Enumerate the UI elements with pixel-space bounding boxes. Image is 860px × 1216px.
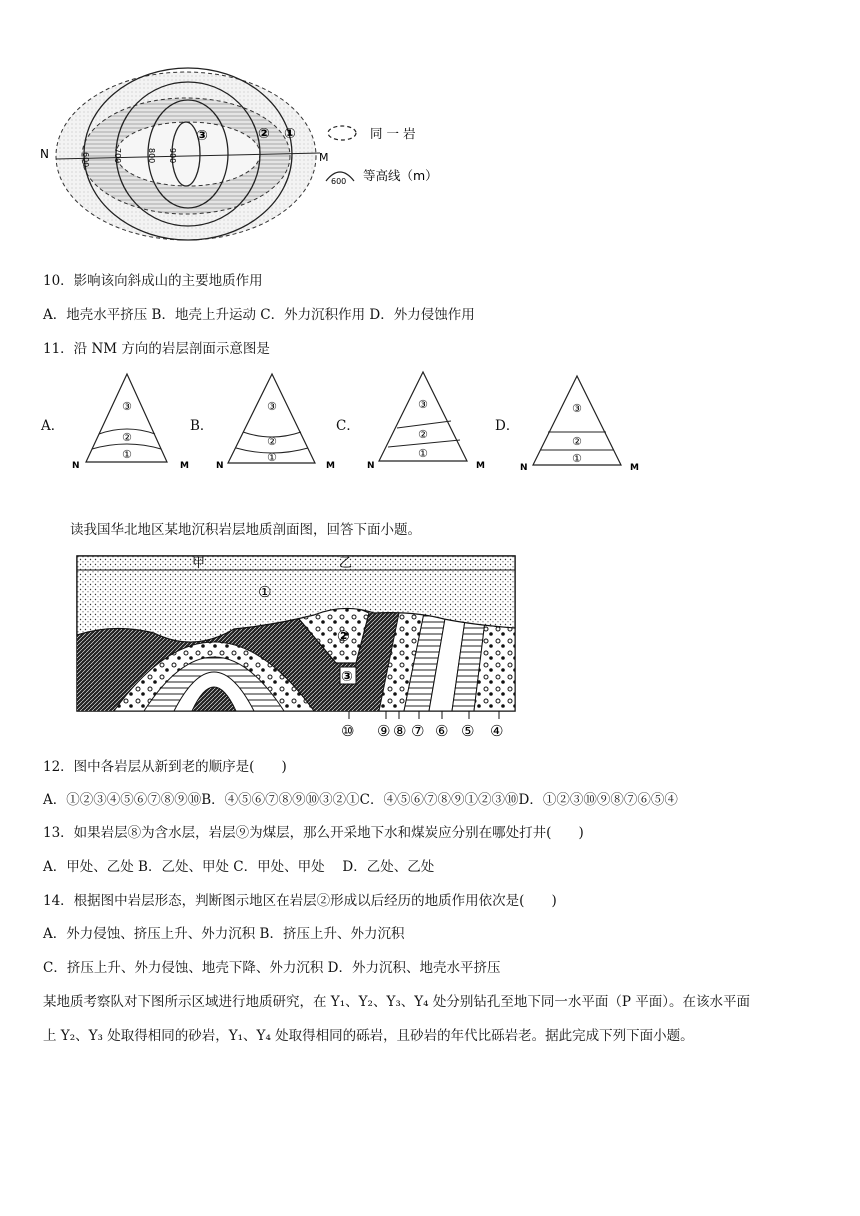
- svg-text:②: ②: [122, 431, 132, 444]
- svg-text:②: ②: [418, 428, 428, 441]
- svg-text:②: ②: [572, 435, 582, 448]
- section2-intro: 读我国华北地区某地沉积岩层地质剖面图，回答下面小题。: [70, 522, 421, 538]
- q11-option-b-diagram: [214, 370, 344, 472]
- layer-label-3: ③: [341, 669, 353, 685]
- svg-text:①: ①: [267, 451, 277, 464]
- q11-option-d-diagram: [518, 372, 648, 474]
- q13-stem: 13．如果岩层⑧为含水层，岩层⑨为煤层，那么开采地下水和煤炭应分别在哪处打井( ): [43, 825, 584, 841]
- contour-value-700: 700: [113, 148, 122, 164]
- svg-text:M: M: [630, 463, 639, 473]
- svg-text:①: ①: [572, 452, 582, 465]
- bottom-label-6: ⑥: [435, 722, 449, 740]
- q11-option-b-label: B．: [190, 418, 214, 434]
- q10-stem: 10．影响该向斜成山的主要地质作用: [43, 273, 263, 289]
- q13-options: A．甲处、乙处 B．乙处、甲处 C．甲处、甲处 D．乙处、乙处: [43, 859, 435, 875]
- svg-text:N: N: [367, 461, 375, 470]
- bottom-label-9: ⑨: [377, 722, 391, 740]
- q11-option-c-label: C．: [336, 418, 360, 434]
- syncline-contour-map: [38, 66, 458, 260]
- bottom-label-10: ⑩: [341, 722, 355, 740]
- layer-label-1: ①: [284, 126, 296, 142]
- legend-rock-symbol: [328, 126, 356, 140]
- contour-value-600: 600: [81, 152, 90, 168]
- label-jia: 甲: [192, 556, 206, 571]
- q14-stem: 14．根据图中岩层形态，判断图示地区在岩层②形成以后经历的地质作用依次是( ): [43, 893, 557, 909]
- svg-text:M: M: [326, 461, 335, 471]
- legend-contour-sample: 600: [331, 177, 347, 186]
- svg-text:①: ①: [418, 447, 428, 460]
- label-m: M: [319, 151, 329, 164]
- q11-option-d-label: D．: [495, 418, 520, 434]
- label-n: N: [40, 147, 49, 161]
- q11-stem: 11．沿 NM 方向的岩层剖面示意图是: [43, 341, 270, 357]
- bottom-label-7: ⑦: [411, 722, 425, 740]
- contour-value-800: 800: [147, 148, 156, 164]
- section3-intro-line1: 某地质考察队对下图所示区域进行地质研究，在 Y₁、Y₂、Y₃、Y₄ 处分别钻孔至地下同一水平面（P 平面）。在该水平面: [43, 994, 751, 1010]
- svg-text:②: ②: [267, 435, 277, 448]
- svg-text:N: N: [520, 463, 528, 473]
- rock-layer-3: [116, 122, 260, 186]
- q10-options: A．地壳水平挤压 B．地壳上升运动 C．外力沉积作用 D．外力侵蚀作用: [43, 307, 475, 323]
- layer-label-1: ①: [258, 583, 272, 601]
- legend-contour-text: 等高线（m）: [363, 168, 438, 183]
- bottom-label-8: ⑧: [393, 722, 407, 740]
- q14-options-line1: A．外力侵蚀、挤压上升、外力沉积 B．挤压上升、外力沉积: [43, 926, 405, 942]
- legend-rock-text: 同 一 岩: [370, 126, 416, 141]
- svg-text:N: N: [72, 461, 80, 471]
- svg-text:③: ③: [122, 400, 132, 413]
- layer-label-2: ②: [337, 627, 350, 645]
- svg-text:N: N: [216, 461, 224, 471]
- q11-option-c-diagram: [365, 368, 495, 470]
- sedimentary-cross-section: [74, 553, 522, 741]
- label-yi: 乙: [339, 556, 353, 571]
- layer-label-3: ③: [196, 128, 208, 144]
- layer-label-2: ②: [258, 126, 270, 142]
- bottom-label-5: ⑤: [461, 722, 475, 740]
- svg-text:③: ③: [267, 400, 277, 413]
- q14-options-line2: C．挤压上升、外力侵蚀、地壳下降、外力沉积 D．外力沉积、地壳水平挤压: [43, 960, 501, 976]
- svg-text:①: ①: [122, 448, 132, 461]
- svg-text:③: ③: [572, 402, 582, 415]
- q11-option-a-diagram: [70, 370, 200, 472]
- contour-value-900: 900: [168, 148, 177, 164]
- svg-text:M: M: [180, 461, 189, 471]
- svg-text:③: ③: [418, 398, 428, 411]
- q12-options: A．①②③④⑤⑥⑦⑧⑨⑩B．④⑤⑥⑦⑧⑨⑩③②①C．④⑤⑥⑦⑧⑨①②③⑩D．①②③⑩⑨⑧⑦⑥⑤④: [43, 792, 678, 808]
- q12-stem: 12．图中各岩层从新到老的顺序是( ): [43, 759, 287, 775]
- section3-intro-line2: 上 Y₂、Y₃ 处取得相同的砂岩，Y₁、Y₄ 处取得相同的砾岩，且砂岩的年代比砾岩老。据此完成下列下面小题。: [43, 1028, 694, 1044]
- svg-text:M: M: [476, 461, 485, 470]
- q11-option-a-label: A．: [41, 418, 65, 434]
- bottom-label-4: ④: [490, 722, 504, 740]
